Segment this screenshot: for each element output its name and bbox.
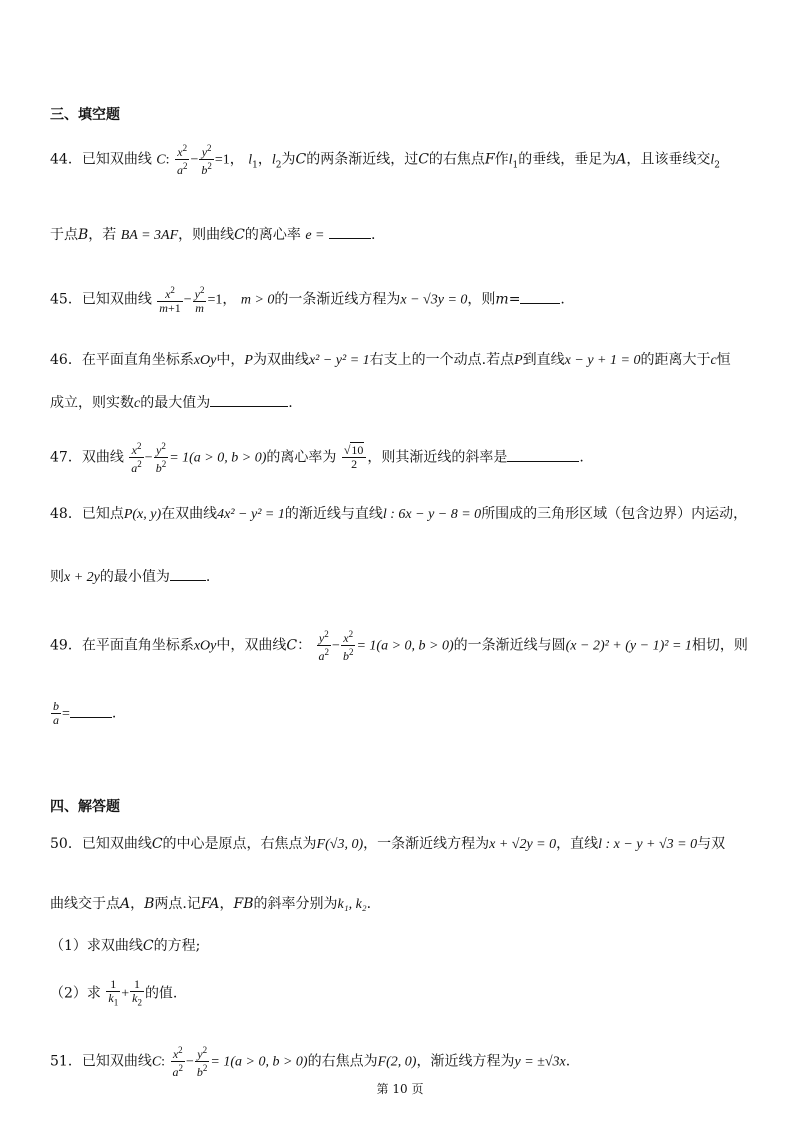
question-47: 47．双曲线 $\frac{x^2}{a^2}$ − $\frac{y^2}{b^2}$ = 1(a > 0, b > 0)的离心率为 $\frac{√10}{2}$ ，则其渐近线的斜率是 . bbox=[50, 441, 584, 475]
question-46-line2: 成立，则实数c的最大值为 . bbox=[50, 392, 750, 414]
question-46-line1: 46．在平面直角坐标系xOy中，P为双曲线x² − y² = 1右支上的一个动点.若点P到直线x − y + 1 = 0的距离大于c恒 bbox=[50, 352, 731, 368]
answer-blank bbox=[70, 703, 112, 718]
fraction: $\frac{x^2}{a^2}$ bbox=[172, 1045, 184, 1079]
fraction: $\frac{y^2}{b^2}$ bbox=[155, 441, 167, 475]
fraction: $\frac{y^2}{b^2}$ bbox=[196, 1045, 208, 1079]
question-50-line2: 曲线交于点A，B两点.记FA，FB的斜率分别为k₁, k₂. bbox=[50, 896, 372, 912]
fraction: $\frac{y^2}{a^2}$ bbox=[318, 629, 330, 663]
fraction-b-over-a: $\frac{b}{a}$ bbox=[53, 699, 59, 727]
fraction: $\frac{y^2}{m}$ bbox=[194, 285, 205, 315]
question-44-line2: 于点B，若 BA = 3AF，则曲线C的离心率 e = . bbox=[50, 224, 750, 246]
question-49-line2: $\frac{b}{a}$ = . bbox=[53, 699, 117, 727]
question-50-sub1: （1）求双曲线C的方程; bbox=[50, 938, 201, 954]
answer-blank bbox=[329, 224, 371, 239]
section-heading-fill: 三、填空题 bbox=[50, 107, 120, 123]
fraction-sqrt10-over-2: $\frac{√10}{2}$ bbox=[342, 444, 367, 471]
answer-blank bbox=[507, 447, 579, 462]
question-48-line2: 则x + 2y的最小值为 . bbox=[50, 566, 750, 588]
fraction: $\frac{x^2}{a^2}$ bbox=[176, 143, 188, 177]
answer-blank bbox=[520, 289, 560, 304]
fraction: $\frac{1}{k_1}$ bbox=[108, 977, 119, 1008]
question-48-line1: 48．已知点P(x, y)在双曲线4x² − y² = 1的渐近线与直线l : 6x − y − 8 = 0所围成的三角形区域（包含边界）内运动， bbox=[50, 506, 748, 522]
question-44-line1: 44．已知双曲线 C: $\frac{x^2}{a^2}$ − $\frac{y^2}{b^2}$ =1， $l_1$，$l_2$为C的两条渐近线，过C的右焦点F作$l_1$的垂线，垂足为A，且该垂线交$l_2$ bbox=[50, 143, 721, 177]
question-49-line1: 49．在平面直角坐标系xOy中，双曲线C： $\frac{y^2}{a^2}$ − $\frac{x^2}{b^2}$ = 1(a > 0, b > 0)的一条渐近线与圆(x − 2)² + (y − 1)² = 1相切，则 bbox=[50, 629, 748, 663]
question-50-sub2: （2）求 $\frac{1}{k_1}$ + $\frac{1}{k_2}$ 的值. bbox=[50, 977, 178, 1008]
fraction: $\frac{x^2}{b^2}$ bbox=[342, 629, 354, 663]
fraction: $\frac{x^2}{a^2}$ bbox=[131, 441, 142, 475]
answer-blank bbox=[170, 566, 206, 581]
fraction: $\frac{x^2}{m+1}$ bbox=[159, 285, 181, 315]
question-51: 51．已知双曲线C: $\frac{x^2}{a^2}$ − $\frac{y^2}{b^2}$ = 1(a > 0, b > 0)的右焦点为F(2, 0)，渐近线方程为y = ±√3x. bbox=[50, 1045, 571, 1079]
question-50-line1: 50．已知双曲线C的中心是原点，右焦点为F(√3, 0)，一条渐近线方程为x + √2y = 0，直线l : x − y + √3 = 0与双 bbox=[50, 836, 726, 852]
section-heading-answer: 四、解答题 bbox=[50, 799, 120, 815]
page-footer: 第 10 页 bbox=[376, 1082, 424, 1096]
question-45: 45．已知双曲线 $\frac{x^2}{m+1}$ − $\frac{y^2}{m}$ =1， m > 0的一条渐近线方程为x − √3y = 0，则m= . bbox=[50, 285, 565, 315]
answer-blank bbox=[210, 392, 288, 407]
fraction: $\frac{1}{k_2}$ bbox=[132, 977, 142, 1008]
fraction: $\frac{y^2}{b^2}$ bbox=[201, 143, 212, 177]
